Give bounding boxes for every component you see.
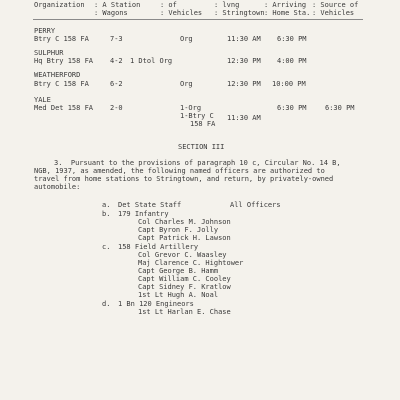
header-vehicles: : Vehicles <box>160 9 203 17</box>
header-rule <box>33 19 363 20</box>
row-unit: Btry C 158 FA <box>34 35 89 43</box>
list-marker: d. <box>102 300 111 308</box>
paragraph-line: 3. Pursuant to the provisions of paragraph 10 c, Circular No. 14 B, <box>54 159 341 167</box>
header-wagons: : Wagons <box>94 9 128 17</box>
header-source: : Source of <box>312 1 359 9</box>
row-wagons: 7-3 <box>110 35 123 43</box>
row-vehicles: Org <box>180 80 193 88</box>
row-wagons: 4-2 <box>110 57 123 65</box>
list-item: Det State Staff <box>118 201 182 209</box>
row-unit: Hq Btry 158 FA <box>34 57 94 65</box>
header-lvng: : lvng <box>214 1 240 9</box>
list-item: Capt Byron F. Jolly <box>138 226 219 234</box>
row-source: 6:30 PM <box>325 104 355 112</box>
row-leaving: 11:30 AM <box>227 114 261 122</box>
header-arriving: : Arriving <box>264 1 307 9</box>
list-item: Maj Clarence C. Hightower <box>138 259 244 267</box>
row-station: YALE <box>34 96 51 104</box>
header-organization: Organization <box>34 1 85 9</box>
row-unit: Btry C 158 FA <box>34 80 89 88</box>
section-title: SECTION III <box>178 143 225 151</box>
row-leaving: 12:30 PM <box>227 80 261 88</box>
list-marker: b. <box>102 210 111 218</box>
row-arriving: 10:00 PM <box>272 80 306 88</box>
list-marker: a. <box>102 201 111 209</box>
row-vehicles: 1-Btry C <box>180 112 214 120</box>
row-station: PERRY <box>34 27 56 35</box>
list-marker: c. <box>102 243 111 251</box>
header-home-sta: : Home Sta. <box>264 9 311 17</box>
list-item: Col Grevor C. Waasley <box>138 251 227 259</box>
header-stringtown: : Stringtown <box>214 9 265 17</box>
row-vehicles: 1-Org <box>180 104 202 112</box>
header-source-vehicles: : Vehicles <box>312 9 355 17</box>
list-item: Capt Patrick H. Lawson <box>138 234 231 242</box>
list-item: Col Charles M. Johnson <box>138 218 231 226</box>
row-wagons: 6-2 <box>110 80 123 88</box>
header-of: : of <box>160 1 177 9</box>
row-vehicles: Org <box>180 35 193 43</box>
row-leaving: 11:30 AM <box>227 35 261 43</box>
row-vehicles: 1 Dtol Org <box>130 57 173 65</box>
list-item: 1 Bn 120 Engineors <box>118 300 194 308</box>
row-arriving: 4:00 PM <box>277 57 307 65</box>
header-station: : A Station <box>94 1 141 9</box>
list-item: Capt George B. Hamm <box>138 267 219 275</box>
row-station: SULPHUR <box>34 49 64 57</box>
row-vehicles: 158 FA <box>190 120 216 128</box>
list-item: 1st Lt Harlan E. Chase <box>138 308 231 316</box>
list-item: Capt William C. Cooley <box>138 275 231 283</box>
row-leaving: 12:30 PM <box>227 57 261 65</box>
row-arriving: 6:30 PM <box>277 35 307 43</box>
list-item: 179 Infantry <box>118 210 169 218</box>
row-unit: Med Det 158 FA <box>34 104 94 112</box>
list-item: Capt Sidney F. Kratlow <box>138 283 231 291</box>
list-item-note: All Officers <box>230 201 281 209</box>
paragraph-line: NGB, 1937, as amended, the following named officers are authorized to <box>34 167 325 175</box>
list-item: 158 Field Artillery <box>118 243 199 251</box>
row-arriving: 6:30 PM <box>277 104 307 112</box>
paragraph-line: automobile: <box>34 183 81 191</box>
row-wagons: 2-0 <box>110 104 123 112</box>
paragraph-line: travel from home stations to Stringtown, and return, by privately-owned <box>34 175 334 183</box>
list-item: 1st Lt Hugh A. Noal <box>138 291 219 299</box>
row-station: WEATHERFORD <box>34 71 81 79</box>
